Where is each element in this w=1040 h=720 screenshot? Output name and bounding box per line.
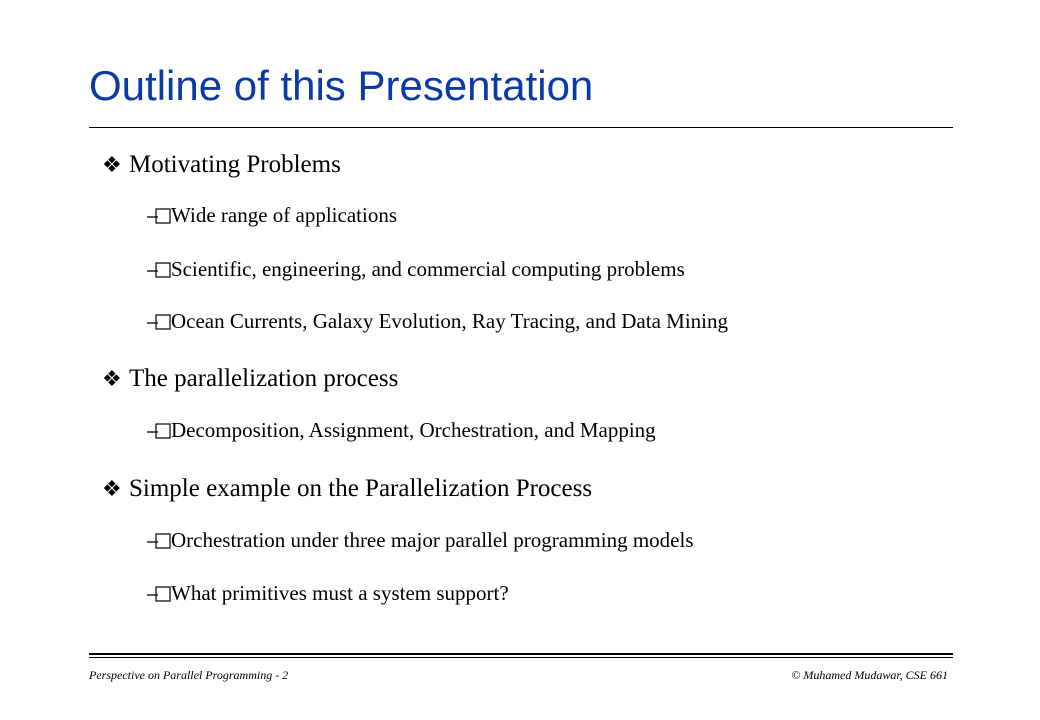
- dash-square-bullet-icon: [146, 206, 171, 224]
- section-heading: [102, 150, 341, 181]
- list-item-text: What primitives must a system support?: [171, 581, 509, 605]
- footer-copyright: © Muhamed Mudawar, CSE 661: [791, 668, 948, 682]
- section-heading: [102, 364, 398, 395]
- list-item-text: Orchestration under three major parallel programming models: [171, 528, 694, 552]
- section-heading: [102, 474, 592, 505]
- footer-divider: [89, 653, 953, 658]
- list-item-text: Ocean Currents, Galaxy Evolution, Ray Tracing, and Data Mining: [171, 309, 728, 333]
- dash-square-bullet-icon: [146, 421, 171, 439]
- section-heading-text: The parallelization process: [129, 365, 399, 392]
- section-heading-text: Motivating Problems: [129, 151, 341, 178]
- list-item: [146, 527, 694, 553]
- list-item-text: Scientific, engineering, and commercial computing problems: [171, 257, 685, 281]
- list-item: [146, 580, 509, 606]
- diamond-bullet-icon: ❖: [102, 153, 122, 178]
- footer-course-title: Perspective on Parallel Programming - 2: [89, 668, 289, 682]
- diamond-bullet-icon: ❖: [102, 367, 122, 392]
- diamond-bullet-icon: ❖: [102, 477, 122, 502]
- dash-square-bullet-icon: [146, 312, 171, 330]
- list-item: [146, 202, 397, 228]
- title-divider: [89, 127, 953, 128]
- list-item: [146, 256, 685, 282]
- list-item-text: Decomposition, Assignment, Orchestration, and Mapping: [171, 418, 656, 442]
- dash-square-bullet-icon: [146, 584, 171, 602]
- list-item: [146, 417, 656, 443]
- slide-title: Outline of this Presentation: [89, 62, 594, 109]
- section-heading-text: Simple example on the Parallelization Process: [129, 475, 593, 502]
- dash-square-bullet-icon: [146, 260, 171, 278]
- list-item-text: Wide range of applications: [171, 203, 397, 227]
- dash-square-bullet-icon: [146, 531, 171, 549]
- list-item: [146, 308, 728, 334]
